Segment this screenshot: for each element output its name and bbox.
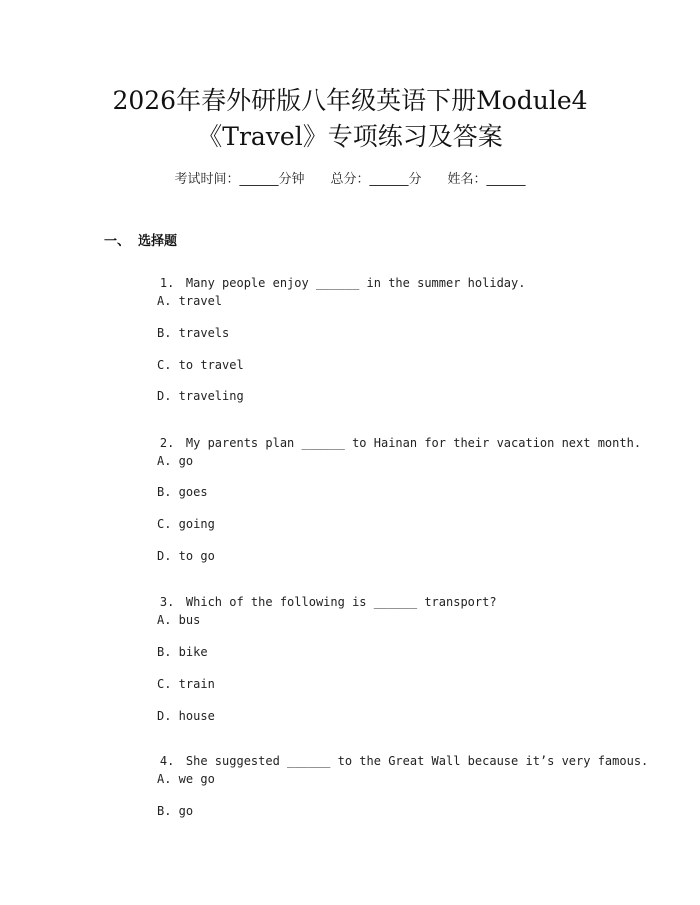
question-text: My parents plan ______ to Hainan for their vacation next month. [185, 436, 642, 450]
question-text: She suggested ______ to the Great Wall because it’s very famous. [185, 754, 649, 768]
option-4a: A. we go [157, 772, 215, 786]
exam-score-label: 总分：______分 [330, 172, 422, 187]
exam-name-label: 姓名：______ [447, 172, 526, 187]
section-heading [104, 230, 177, 249]
option-1c: C. to travel [157, 358, 244, 372]
exam-meta [0, 168, 700, 187]
question-number: 2. [159, 436, 175, 450]
option-2c: C. going [157, 517, 215, 531]
question-number: 3. [159, 595, 175, 609]
option-3b: B. bike [157, 645, 208, 659]
section-title: 选择题 [138, 234, 178, 249]
section-number: 一、 [104, 234, 131, 249]
option-3a: A. bus [157, 613, 201, 627]
option-2d: D. to go [157, 549, 215, 563]
page-title-line-1: 2026年春外研版八年级英语下册Module4 [112, 86, 588, 115]
question-number: 1. [159, 276, 175, 290]
question-text: Many people enjoy ______ in the summer holiday. [185, 276, 526, 290]
option-2a: A. go [157, 454, 194, 468]
option-1b: B. travels [157, 326, 230, 340]
question-2 [131, 422, 641, 464]
option-3c: C. train [157, 677, 215, 691]
question-number: 4. [159, 754, 175, 768]
question-text: Which of the following is ______ transport? [185, 595, 497, 609]
option-2b: B. goes [157, 485, 208, 499]
exam-time-label: 考试时间：______分钟 [174, 172, 305, 187]
option-3d: D. house [157, 709, 215, 723]
option-4b: B. go [157, 804, 194, 818]
option-1d: D. traveling [157, 389, 244, 403]
option-1a: A. travel [157, 294, 223, 308]
page-title-line-2: 《Travel》专项练习及答案 [197, 122, 503, 151]
